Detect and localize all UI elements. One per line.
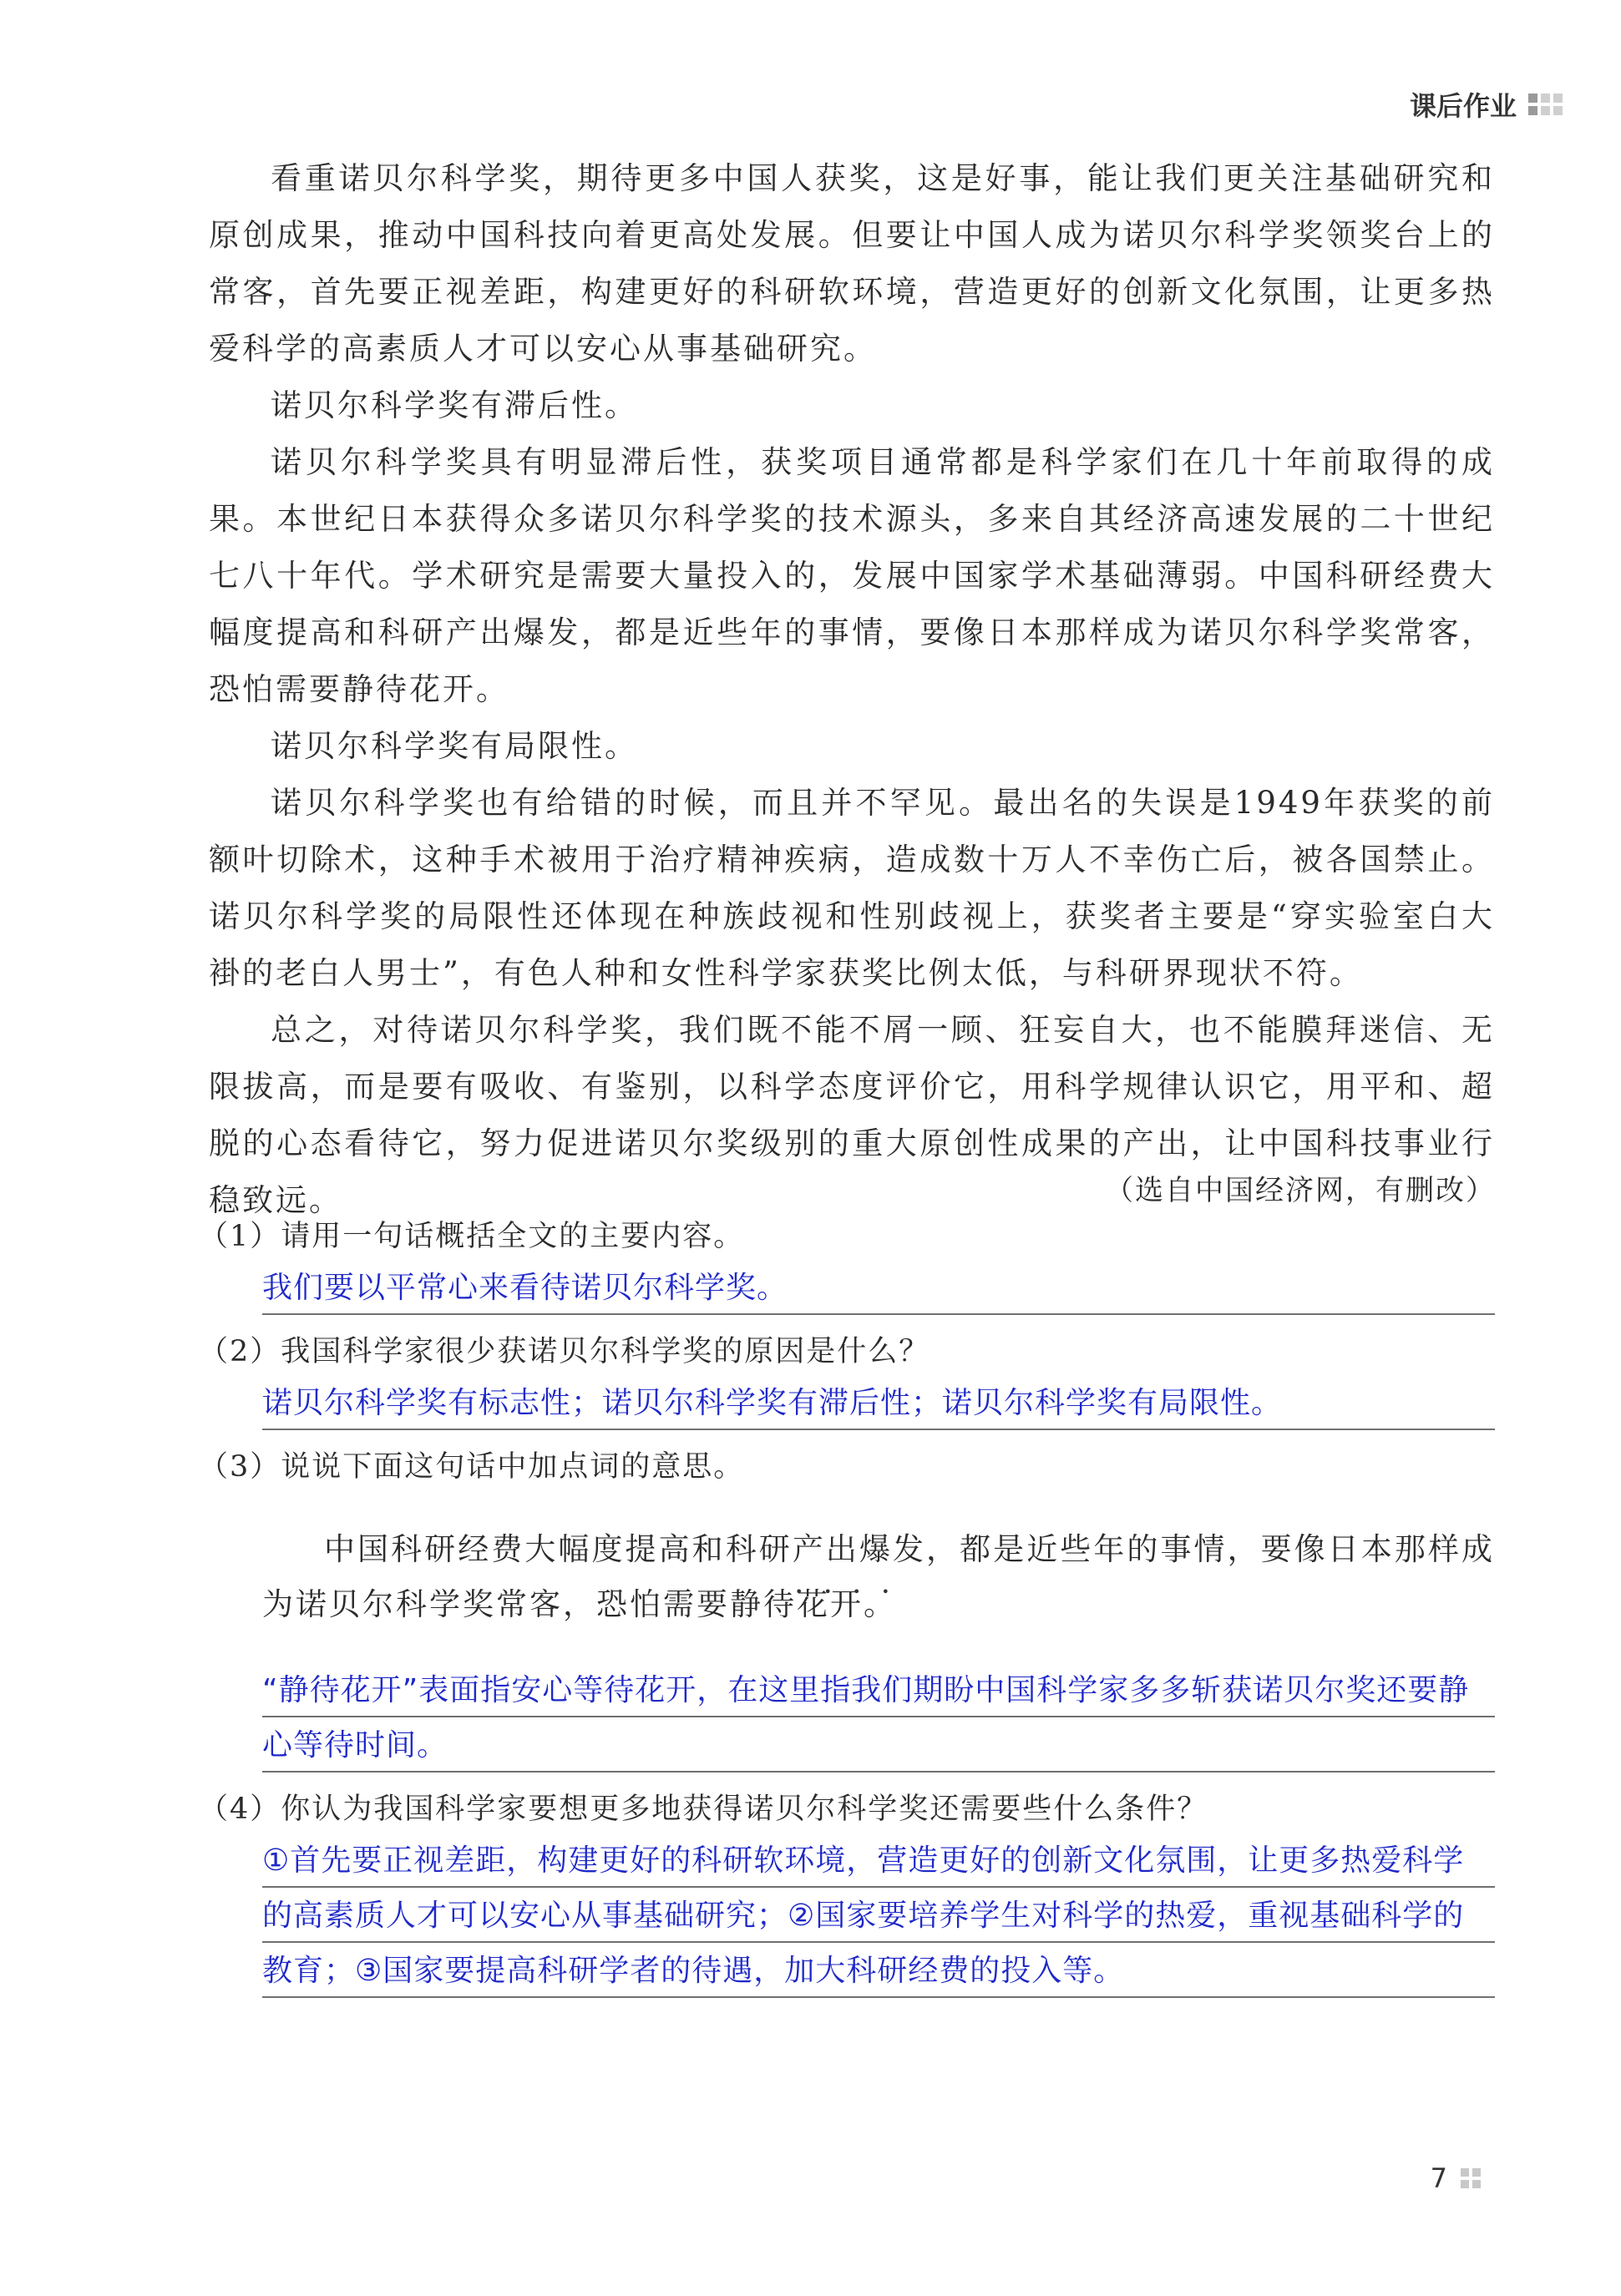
quote-before: 中国科研经费大幅度提高和科研产出爆发，都是近些年的事情，要像日本那样成为诺贝尔科学奖常客，恐怕需要 — [262, 1531, 1495, 1622]
article-paragraph: 总之，对待诺贝尔科学奖，我们既不能不屑一顾、狂妄自大，也不能膜拜迷信、无限拔高，而是要有吸收、有鉴别，以科学态度评价它，用科学规律认识它，用平和、超脱的心态看待它，努力促进诺贝尔奖级别的重大原创性成果的产出，让中国科技事业行稳致远。 — [209, 1012, 1495, 1218]
article-paragraph: 诺贝尔科学奖具有明显滞后性，获奖项目通常都是科学家们在几十年前取得的成果。本世纪日本获得众多诺贝尔科学奖的技术源头，多来自其经济高速发展的二十世纪七八十年代。学术研究是需要大量投入的，发展中国家学术基础薄弱。中国科研经费大幅度提高和科研产出爆发，都是近些年的事情，要像日本那样成为诺贝尔科学奖常客，恐怕需要静待花开。 — [209, 444, 1495, 707]
question-section — [199, 1212, 1495, 2010]
article-source: （选自中国经济网，有删改） — [1105, 1174, 1496, 1207]
question-4 — [199, 1785, 1495, 1999]
article-paragraph: 看重诺贝尔科学奖，期待更多中国人获奖，这是好事，能让我们更关注基础研究和原创成果，推动中国科技向着更高处发展。但要让中国人成为诺贝尔科学奖领奖台上的常客，首先要正视差距，构建更好的科研软环境，营造更好的创新文化氛围，让更多热爱科学的高素质人才可以安心从事基础研究。 — [209, 160, 1495, 367]
article-body — [209, 150, 1495, 1229]
article-paragraph: 诺贝尔科学奖有局限性。 — [271, 728, 638, 764]
answer-text: 我们要以平常心来看待诺贝尔科学奖。 — [262, 1261, 1495, 1316]
article-paragraph: 诺贝尔科学奖有滞后性。 — [271, 387, 638, 423]
question-3 — [199, 1443, 1495, 1773]
answer-text: “静待花开”表面指安心等待花开，在这里指我们期盼中国科学家多多斩获诺贝尔奖还要静心等待时间。 — [262, 1663, 1495, 1773]
page-footer — [1431, 2162, 1481, 2194]
question-text: （3）说说下面这句话中加点词的意思。 — [199, 1450, 745, 1484]
dotted-phrase: 静待花开 • • • • — [730, 1586, 864, 1622]
grid-squares-icon — [1528, 94, 1563, 115]
article-paragraph: 诺贝尔科学奖也有给错的时候，而且并不罕见。最出名的失误是1949年获奖的前额叶切除术，这种手术被用于治疗精神疾病，造成数十万人不幸伤亡后，被各国禁止。诺贝尔科学奖的局限性还体现在种族歧视和性别歧视上，获奖者主要是“穿实验室白大褂的老白人男士”，有色人种和女性科学家获奖比例太低，与科研界现状不符。 — [209, 785, 1495, 991]
header-title: 课后作业 — [1409, 90, 1517, 122]
quoted-sentence — [262, 1522, 1495, 1632]
question-2 — [199, 1328, 1495, 1431]
answer-text: ①首先要正视差距，构建更好的科研软环境，营造更好的创新文化氛围，让更多热爱科学的高素质人才可以安心从事基础研究；②国家要培养学生对科学的热爱，重视基础科学的教育；③国家要提高科研学者的待遇，加大科研经费的投入等。 — [262, 1833, 1495, 1999]
quote-after: 。 — [864, 1586, 897, 1622]
page-corner-icon — [1461, 2168, 1481, 2188]
question-1 — [199, 1212, 1495, 1316]
question-text: （1）请用一句话概括全文的主要内容。 — [199, 1220, 745, 1253]
question-text: （4）你认为我国科学家要想更多地获得诺贝尔科学奖还需要些什么条件？ — [199, 1793, 1208, 1826]
question-text: （2）我国科学家很少获诺贝尔科学奖的原因是什么？ — [199, 1335, 930, 1368]
answer-text: 诺贝尔科学奖有标志性；诺贝尔科学奖有滞后性；诺贝尔科学奖有局限性。 — [262, 1376, 1495, 1431]
page-number: 7 — [1430, 2162, 1447, 2194]
page-header — [1410, 85, 1563, 124]
